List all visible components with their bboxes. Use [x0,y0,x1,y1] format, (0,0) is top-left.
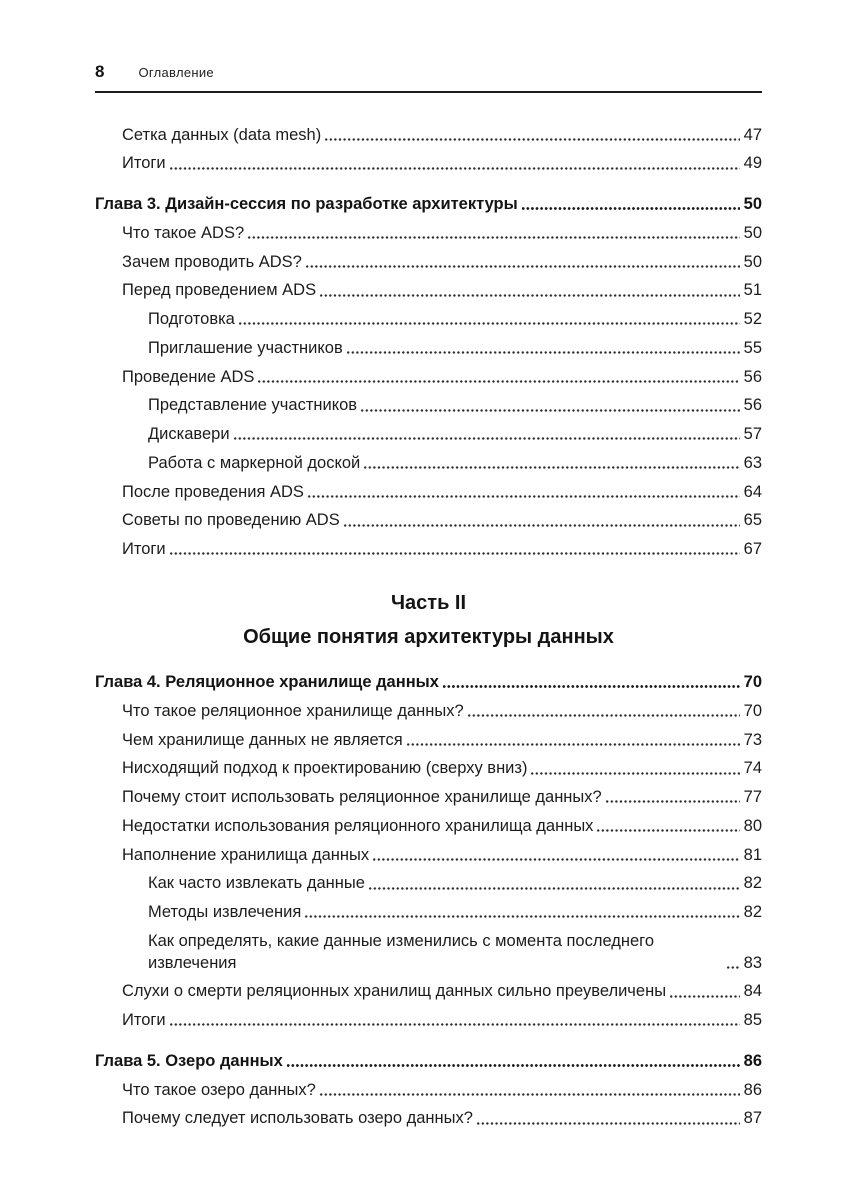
dot-leader [726,965,740,970]
toc-entry [95,841,762,870]
dot-leader [169,551,740,556]
toc-entry [95,1076,762,1105]
toc-list [95,121,762,1134]
toc-entry [95,507,762,536]
dot-leader [319,1092,740,1097]
toc-entry [95,334,762,363]
toc-entry-page: 47 [743,125,762,144]
toc-entry [95,248,762,277]
toc-entry-page: 81 [743,845,762,864]
dot-leader [286,1063,740,1068]
dot-leader [530,771,739,776]
dot-leader [372,857,740,862]
dot-leader [233,436,740,441]
dot-leader [360,408,740,413]
toc-entry-page: 73 [743,730,762,749]
toc-entry [95,978,762,1007]
dot-leader [363,465,739,470]
dot-leader [669,994,740,999]
toc-entry-label: Что такое ADS? [122,223,245,242]
toc-entry-page: 56 [743,367,762,386]
toc-entry [95,478,762,507]
toc-entry-label: Что такое реляционное хранилище данных? [122,701,464,720]
dot-leader [319,293,740,298]
toc-entry-page: 56 [743,396,762,415]
toc-entry-page: 52 [743,310,762,329]
toc-entry [95,121,762,150]
dot-leader [305,264,740,269]
dot-leader [257,379,739,384]
toc-entry [95,306,762,335]
part-heading-line: Общие понятия архитектуры данных [243,626,614,649]
toc-entry-label: Итоги [122,1011,166,1030]
toc-entry [95,726,762,755]
toc-entry-label: Проведение ADS [122,367,255,386]
toc-entry-label: Перед проведением ADS [122,281,317,300]
toc-entry-label: После проведения ADS [122,482,304,501]
dot-leader [467,713,740,718]
toc-entry [95,219,762,248]
toc-entry-label: Представление участников [148,396,358,415]
part-heading [95,586,762,654]
dot-leader [596,828,739,833]
toc-entry-page: 83 [743,953,762,972]
toc-entry [95,812,762,841]
dot-leader [169,1022,740,1027]
toc-entry [95,870,762,899]
dot-leader [346,350,740,355]
toc-entry [95,150,762,179]
toc-entry-page: 70 [743,672,762,691]
dot-leader [304,914,739,919]
toc-entry-page: 50 [743,252,762,271]
toc-entry [95,1047,762,1076]
page-number: 8 [95,62,105,81]
dot-leader [307,494,740,499]
toc-entry-page: 84 [743,982,762,1001]
toc-entry-page: 74 [743,759,762,778]
toc-entry-page: 49 [743,154,762,173]
toc-entry [95,536,762,565]
toc-entry-page: 70 [743,701,762,720]
toc-entry [95,899,762,928]
toc-entry-page: 80 [743,816,762,835]
dot-leader [605,799,740,804]
toc-entry-label: Недостатки использования реляционного хранилища данных [122,816,594,835]
toc-entry [95,1105,762,1134]
toc-entry-label: Итоги [122,154,166,173]
toc-entry-page: 50 [743,195,762,214]
toc-entry-label: Наполнение хранилища данных [122,845,370,864]
toc-entry [95,755,762,784]
toc-entry-label: Работа с маркерной доской [148,453,361,472]
toc-entry-label: Глава 4. Реляционное хранилище данных [95,672,439,691]
toc-entry [95,784,762,813]
toc-entry-label: Советы по проведению ADS [122,511,340,530]
toc-entry-label: Дискавери [148,425,230,444]
toc-entry-page: 82 [743,874,762,893]
toc-entry-label: Что такое озеро данных? [122,1080,316,1099]
toc-entry-page: 86 [743,1080,762,1099]
toc-entry [95,927,762,978]
toc-entry-page: 64 [743,482,762,501]
dot-leader [324,137,739,142]
toc-entry-page: 50 [743,223,762,242]
toc-entry [95,668,762,697]
dot-leader [406,742,740,747]
toc-entry-label: Зачем проводить ADS? [122,252,302,271]
dot-leader [247,235,740,240]
toc-entry-label: Итоги [122,540,166,559]
toc-entry [95,363,762,392]
toc-entry-page: 67 [743,540,762,559]
toc-entry-page: 86 [743,1051,762,1070]
dot-leader [343,523,740,528]
toc-entry-label: Чем хранилище данных не является [122,730,403,749]
running-header [95,62,762,82]
toc-entry-label: Слухи о смерти реляционных хранилищ данных сильно преувеличены [122,982,667,1001]
toc-entry-page: 51 [743,281,762,300]
toc-entry-label: Почему стоит использовать реляционное хранилище данных? [122,788,602,807]
toc-entry-page: 63 [743,453,762,472]
toc-entry-label: Нисходящий подход к проектированию (сверху вниз) [122,759,528,778]
toc-entry-page: 82 [743,903,762,922]
toc-entry-label: Сетка данных (data mesh) [122,125,322,144]
toc-entry-label: Как определять, какие данные изменились с момента последнего извлечения [148,931,655,972]
dot-leader [169,166,740,171]
toc-entry-page: 87 [743,1109,762,1128]
running-header-title: Оглавление [138,65,214,80]
toc-entry [95,697,762,726]
dot-leader [442,684,740,689]
toc-entry [95,1007,762,1036]
toc-entry-label: Подготовка [148,310,235,329]
toc-entry-label: Как часто извлекать данные [148,874,365,893]
toc-entry [95,277,762,306]
toc-entry-label: Глава 3. Дизайн-сессия по разработке архитектуры [95,195,518,214]
dot-leader [476,1121,740,1126]
header-rule [95,91,762,93]
toc-entry-label: Почему следует использовать озеро данных? [122,1109,473,1128]
toc-entry-page: 77 [743,788,762,807]
dot-leader [368,886,740,891]
toc-entry-label: Глава 5. Озеро данных [95,1051,283,1070]
toc-entry [95,392,762,421]
part-heading-line: Часть II [390,592,467,615]
toc-entry-page: 57 [743,425,762,444]
toc-entry-label: Приглашение участников [148,338,343,357]
toc-entry-page: 85 [743,1011,762,1030]
toc-entry-page: 55 [743,338,762,357]
dot-leader [521,206,740,211]
toc-entry [95,421,762,450]
toc-entry [95,191,762,220]
toc-entry-label: Методы извлечения [148,903,302,922]
toc-entry [95,449,762,478]
toc-entry-page: 65 [743,511,762,530]
dot-leader [238,321,740,326]
